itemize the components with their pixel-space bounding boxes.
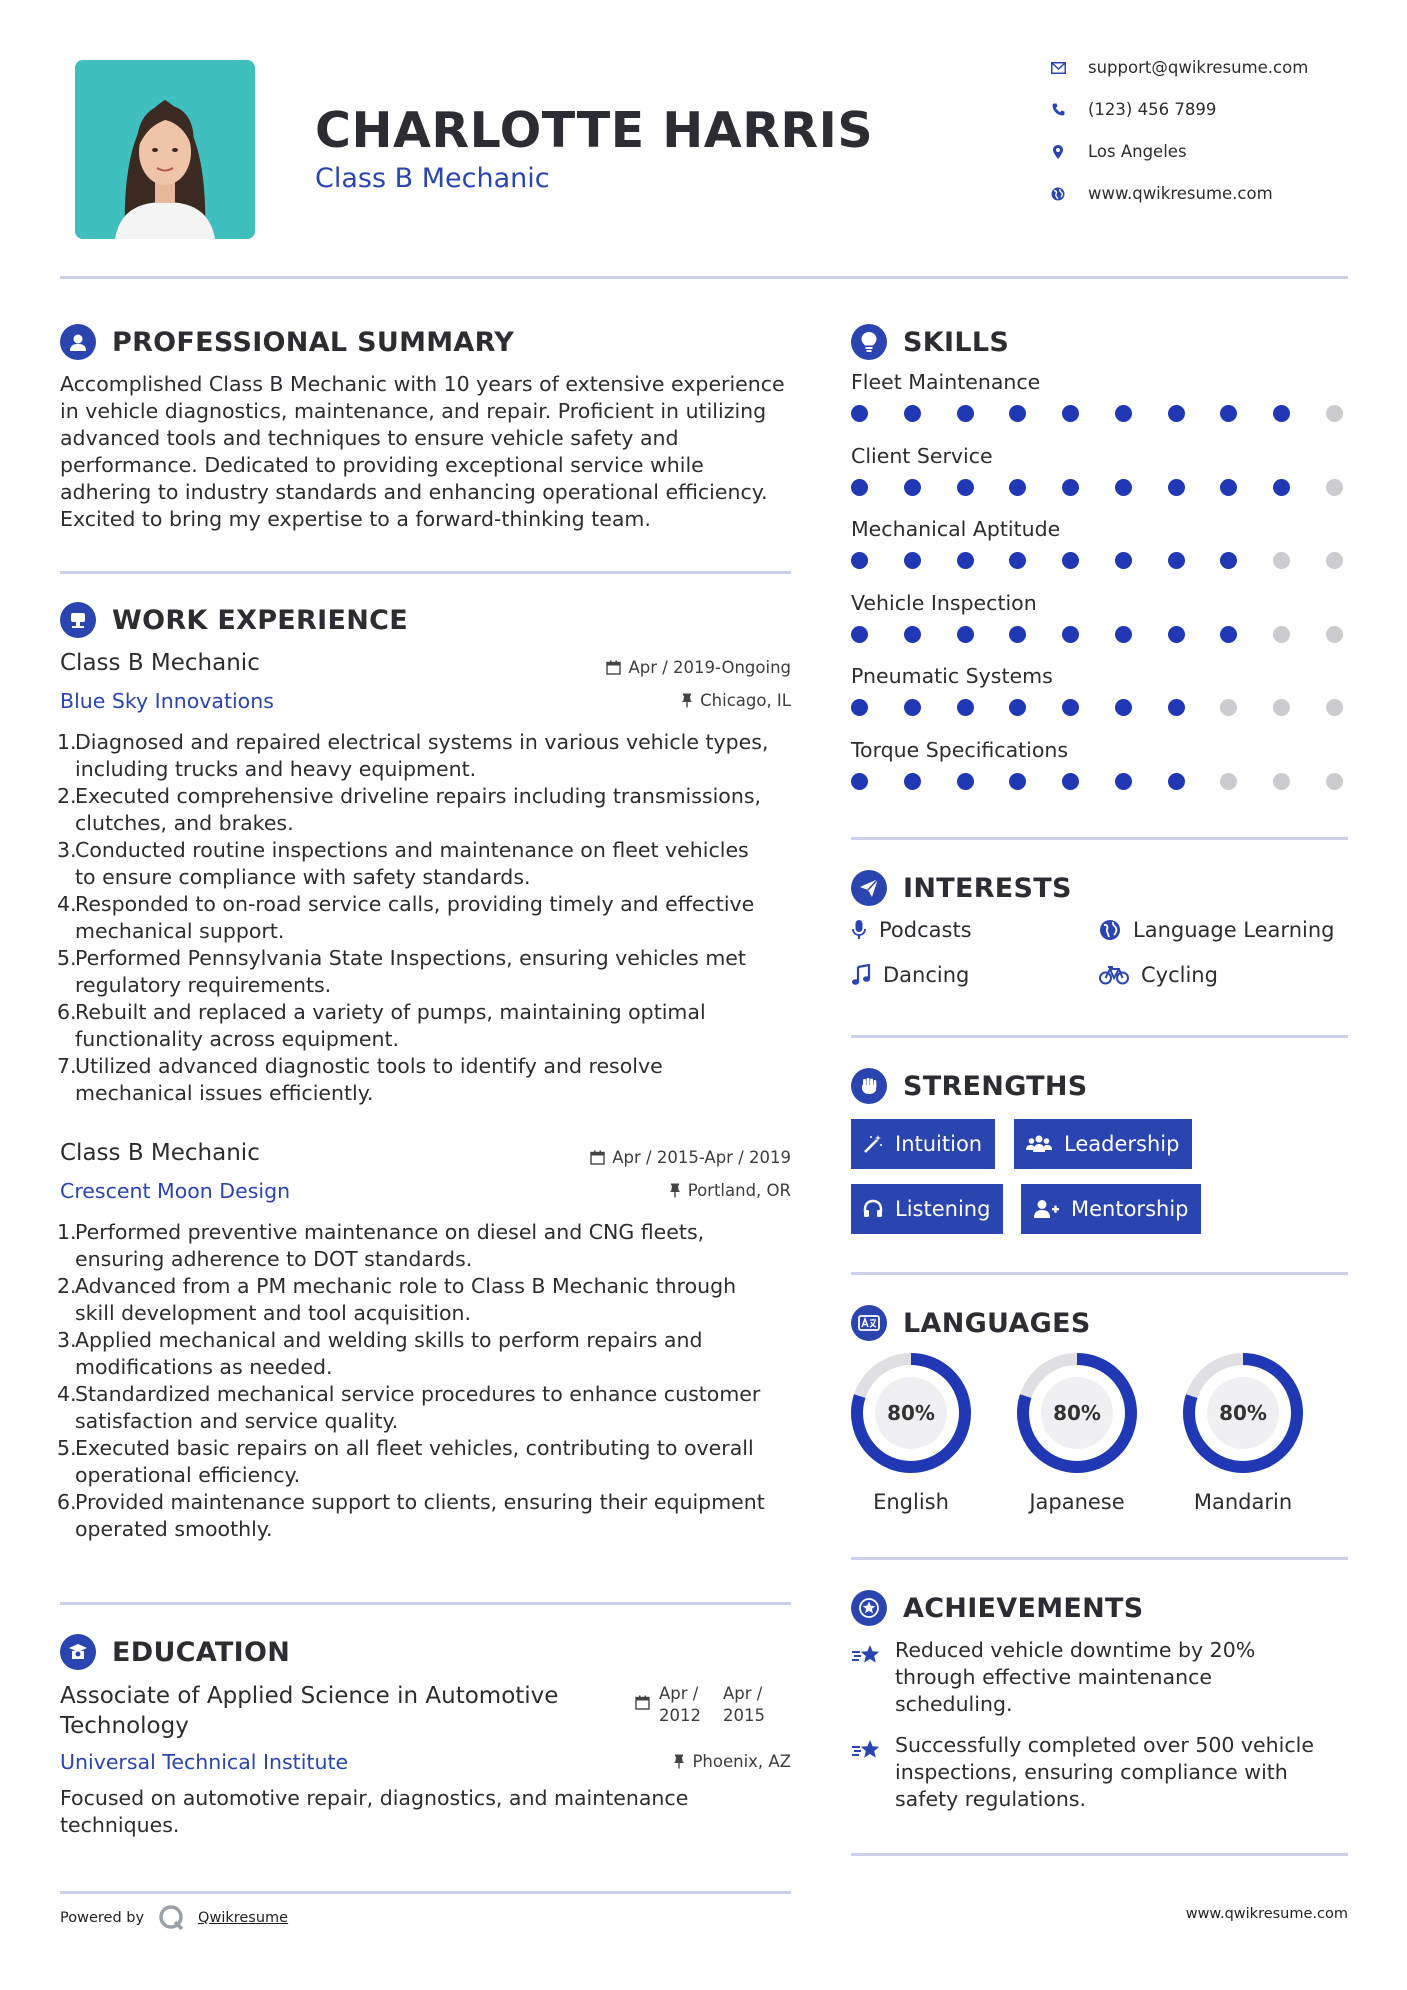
skill-name: Pneumatic Systems	[851, 664, 1053, 688]
shooting-star-icon	[851, 1738, 883, 1762]
rating-dot-filled	[851, 479, 868, 496]
rating-dot-filled	[904, 405, 921, 422]
rating-dot-filled	[904, 479, 921, 496]
user-plus-icon	[1033, 1199, 1059, 1219]
graduation-icon	[60, 1634, 96, 1670]
list-item: 3. Applied mechanical and welding skills to perform repairs and modifications as needed.	[57, 1328, 703, 1379]
rating-dot-empty	[1220, 699, 1237, 716]
rating-dot-filled	[1220, 552, 1237, 569]
language-item	[1182, 1352, 1304, 1514]
rating-dot-filled	[1062, 773, 1079, 790]
education-description: Focused on automotive repair, diagnostics, and maintenance techniques.	[60, 1786, 689, 1837]
rating-dot-filled	[1009, 626, 1026, 643]
medal-star-icon	[851, 1590, 887, 1626]
languages-row	[850, 1352, 1350, 1514]
divider-experience	[60, 1602, 791, 1605]
skill-name: Vehicle Inspection	[851, 590, 1037, 615]
contact-phone[interactable]	[1050, 100, 1216, 119]
users-icon	[1026, 1134, 1052, 1154]
language-progress-ring	[1016, 1352, 1138, 1474]
rating-dot-filled	[1168, 773, 1185, 790]
job-title: Class B Mechanic	[60, 650, 260, 676]
rating-dot-empty	[1326, 552, 1343, 569]
rating-dot-empty	[1273, 552, 1290, 569]
skill-name: Mechanical Aptitude	[851, 517, 1061, 541]
rating-dot-filled	[1273, 479, 1290, 496]
rating-dot-filled	[1115, 699, 1132, 716]
divider-achievements	[851, 1853, 1348, 1856]
summary-text: Accomplished Class B Mechanic with 10 years of extensive experience in vehicle diagnostics, maintenance, and repair. Proficient in utilizing advanced tools and techniques to ensure vehicle safety and performance. Dedicated to providing exceptional service while adhering to industry standards and enhancing operational efficiency. Excited to bring my expertise to a forward-thinking team.	[60, 372, 785, 531]
email-text: support@qwikresume.com	[1088, 58, 1309, 77]
language-name: English	[873, 1490, 949, 1514]
profile-photo	[75, 60, 255, 239]
divider-strengths	[851, 1272, 1348, 1275]
rating-dot-filled	[1115, 626, 1132, 643]
pin-icon	[669, 1183, 681, 1198]
rating-dot-filled	[851, 552, 868, 569]
language-name: Mandarin	[1193, 1490, 1293, 1514]
rating-dot-empty	[1326, 773, 1343, 790]
rating-dot-filled	[957, 405, 974, 422]
map-pin-icon	[1050, 145, 1066, 159]
rating-dot-filled	[957, 773, 974, 790]
skill-rating	[851, 773, 1343, 790]
footer-website[interactable]: www.qwikresume.com	[1185, 1906, 1348, 1922]
education-heading: EDUCATION	[60, 1634, 290, 1670]
briefcase-icon	[60, 602, 96, 638]
rating-dot-filled	[1062, 699, 1079, 716]
paper-plane-icon	[851, 870, 887, 906]
rating-dot-filled	[1168, 479, 1185, 496]
languages-heading: LANGUAGES	[851, 1305, 1091, 1341]
divider-skills	[851, 837, 1348, 840]
rating-dot-filled	[1168, 405, 1185, 422]
calendar-icon	[590, 1150, 605, 1165]
rating-dot-filled	[851, 773, 868, 790]
contact-location	[1050, 142, 1187, 161]
strength-tag-leadership: Leadership	[1014, 1119, 1192, 1169]
skill-rating	[851, 699, 1343, 716]
contact-website[interactable]	[1050, 184, 1273, 203]
rating-dot-filled	[904, 626, 921, 643]
skill-item	[851, 591, 1351, 665]
divider-education	[60, 1891, 791, 1894]
list-item: 3. Conducted routine inspections and maintenance on fleet vehicles to ensure compliance with safety standards.	[57, 838, 749, 889]
magic-wand-icon	[863, 1134, 883, 1154]
rating-dot-filled	[851, 405, 868, 422]
globe-icon	[1099, 919, 1121, 941]
rating-dot-filled	[1062, 479, 1079, 496]
interest-item: Language Learning	[1099, 918, 1334, 942]
rating-dot-empty	[1273, 626, 1290, 643]
language-item	[1016, 1352, 1138, 1514]
lightbulb-icon	[851, 324, 887, 360]
rating-dot-filled	[1168, 699, 1185, 716]
contact-email[interactable]	[1050, 58, 1308, 77]
rating-dot-filled	[1062, 626, 1079, 643]
shooting-star-icon	[851, 1643, 883, 1667]
skill-name: Torque Specifications	[851, 737, 1069, 762]
school-name[interactable]: Universal Technical Institute	[60, 1750, 349, 1774]
rating-dot-filled	[851, 626, 868, 643]
job-location: Portland, OR	[560, 1181, 791, 1200]
skill-rating	[851, 479, 1343, 496]
rating-dot-filled	[1220, 479, 1237, 496]
list-item: 2. Advanced from a PM mechanic role to Class B Mechanic through skill development and tool acquisition.	[57, 1274, 737, 1325]
candidate-title: Class B Mechanic	[315, 163, 550, 194]
skill-rating	[851, 626, 1343, 643]
list-item: 6. Provided maintenance support to clients, ensuring their equipment operated smoothly.	[57, 1490, 765, 1541]
job-date: Apr / 2019-Ongoing	[560, 658, 791, 677]
microphone-icon	[851, 919, 867, 941]
powered-by: Powered by Qwikresume	[60, 1904, 288, 1932]
skill-name: Client Service	[851, 443, 993, 468]
rating-dot-filled	[1009, 405, 1026, 422]
list-item: 5. Performed Pennsylvania State Inspections, ensuring vehicles met regulatory requirements.	[57, 946, 746, 997]
header-divider	[60, 276, 1348, 279]
list-item: 5. Executed basic repairs on all fleet vehicles, contributing to overall operational efficiency.	[57, 1436, 754, 1487]
rating-dot-filled	[1009, 699, 1026, 716]
rating-dot-filled	[957, 699, 974, 716]
education-dates: Apr / 2012 Apr / 2015	[635, 1683, 765, 1727]
rating-dot-empty	[1220, 773, 1237, 790]
degree-title: Associate of Applied Science in Automotive Technology	[60, 1683, 559, 1739]
achievement-item: Successfully completed over 500 vehicle inspections, ensuring compliance with safety regulations.	[851, 1732, 1348, 1813]
rating-dot-empty	[1273, 699, 1290, 716]
rating-dot-filled	[904, 773, 921, 790]
headphones-icon	[863, 1199, 883, 1219]
rating-dot-filled	[1168, 626, 1185, 643]
rating-dot-filled	[851, 699, 868, 716]
rating-dot-filled	[1062, 405, 1079, 422]
language-name: Japanese	[1029, 1490, 1125, 1514]
language-item	[850, 1352, 972, 1514]
skill-item	[851, 738, 1351, 812]
language-percent: 80%	[887, 1401, 935, 1425]
rating-dot-filled	[1220, 626, 1237, 643]
list-item: 4. Standardized mechanical service procedures to enhance customer satisfaction and service quality.	[57, 1382, 761, 1433]
experience-heading: WORK EXPERIENCE	[60, 602, 408, 638]
job-date: Apr / 2015-Apr / 2019	[540, 1148, 791, 1167]
summary-heading: PROFESSIONAL SUMMARY	[60, 324, 514, 360]
website-text: www.qwikresume.com	[1088, 184, 1273, 203]
rating-dot-filled	[1115, 405, 1132, 422]
achievements-heading: ACHIEVEMENTS	[851, 1590, 1144, 1626]
music-note-icon	[851, 964, 871, 986]
language-percent: 80%	[1219, 1401, 1267, 1425]
language-icon	[851, 1305, 887, 1341]
strength-tag-listening: Listening	[851, 1184, 1003, 1234]
achievement-item: Reduced vehicle downtime by 20% through effective maintenance scheduling.	[851, 1637, 1348, 1718]
fist-icon	[851, 1068, 887, 1104]
job-title: Class B Mechanic	[60, 1140, 260, 1166]
rating-dot-filled	[1009, 552, 1026, 569]
rating-dot-empty	[1273, 773, 1290, 790]
rating-dot-filled	[1168, 552, 1185, 569]
candidate-name: CHARLOTTE HARRIS	[315, 102, 874, 159]
brand-link[interactable]: Qwikresume	[198, 1910, 289, 1926]
qwikresume-logo-icon	[158, 1904, 186, 1932]
strength-tag-intuition: Intuition	[851, 1119, 995, 1169]
skill-item	[851, 664, 1351, 738]
rating-dot-filled	[1115, 773, 1132, 790]
list-item: 7. Utilized advanced diagnostic tools to identify and resolve mechanical issues efficiently.	[57, 1054, 663, 1105]
company-name[interactable]: Crescent Moon Design	[60, 1179, 291, 1203]
job-location: Chicago, IL	[560, 691, 791, 710]
skills-heading: SKILLS	[851, 324, 1009, 360]
envelope-icon	[1050, 62, 1066, 74]
skill-item	[851, 517, 1351, 591]
skill-name: Fleet Maintenance	[851, 370, 1041, 394]
list-item: 1. Diagnosed and repaired electrical systems in various vehicle types, including trucks and heavy equipment.	[57, 730, 769, 781]
rating-dot-filled	[1220, 405, 1237, 422]
rating-dot-filled	[957, 479, 974, 496]
list-item: 6. Rebuilt and replaced a variety of pumps, maintaining optimal functionality across equipment.	[57, 1000, 706, 1051]
language-progress-ring	[1182, 1352, 1304, 1474]
pin-icon	[681, 693, 693, 708]
rating-dot-filled	[957, 552, 974, 569]
skills-list	[851, 370, 1351, 811]
calendar-icon	[606, 660, 621, 675]
interest-item: Dancing	[851, 963, 969, 987]
skill-item	[851, 444, 1351, 518]
user-icon	[60, 324, 96, 360]
rating-dot-filled	[1009, 773, 1026, 790]
rating-dot-filled	[1115, 552, 1132, 569]
divider-summary	[60, 571, 791, 574]
job-duties	[57, 729, 797, 1107]
rating-dot-filled	[1115, 479, 1132, 496]
phone-icon	[1050, 103, 1066, 116]
skill-rating	[851, 405, 1343, 422]
language-progress-ring	[850, 1352, 972, 1474]
interest-item: Podcasts	[851, 918, 972, 942]
divider-languages	[851, 1557, 1348, 1560]
rating-dot-filled	[1273, 405, 1290, 422]
calendar-icon	[635, 1695, 650, 1710]
rating-dot-filled	[904, 699, 921, 716]
company-name[interactable]: Blue Sky Innovations	[60, 689, 274, 713]
list-item: 2. Executed comprehensive driveline repairs including transmissions, clutches, and brakes.	[57, 784, 762, 835]
globe-icon	[1050, 187, 1066, 201]
bicycle-icon	[1099, 965, 1129, 985]
rating-dot-filled	[1009, 479, 1026, 496]
strengths-heading: STRENGTHS	[851, 1068, 1088, 1104]
language-percent: 80%	[1053, 1401, 1101, 1425]
rating-dot-empty	[1326, 479, 1343, 496]
job-duties	[57, 1219, 797, 1543]
skill-item	[851, 370, 1351, 444]
rating-dot-empty	[1326, 626, 1343, 643]
rating-dot-filled	[904, 552, 921, 569]
phone-text: (123) 456 7899	[1088, 100, 1217, 119]
rating-dot-empty	[1326, 699, 1343, 716]
pin-icon	[673, 1754, 685, 1769]
interest-item: Cycling	[1099, 963, 1218, 987]
strength-tag-mentorship: Mentorship	[1021, 1184, 1201, 1234]
education-location: Phoenix, AZ	[560, 1752, 791, 1771]
list-item: 4. Responded to on-road service calls, providing timely and effective mechanical support.	[57, 892, 755, 943]
list-item: 1. Performed preventive maintenance on diesel and CNG fleets, ensuring adherence to DOT standards.	[57, 1220, 705, 1271]
rating-dot-filled	[957, 626, 974, 643]
rating-dot-empty	[1326, 405, 1343, 422]
divider-interests	[851, 1035, 1348, 1038]
location-text: Los Angeles	[1088, 142, 1187, 161]
rating-dot-filled	[1062, 552, 1079, 569]
interests-heading: INTERESTS	[851, 870, 1072, 906]
skill-rating	[851, 552, 1343, 569]
